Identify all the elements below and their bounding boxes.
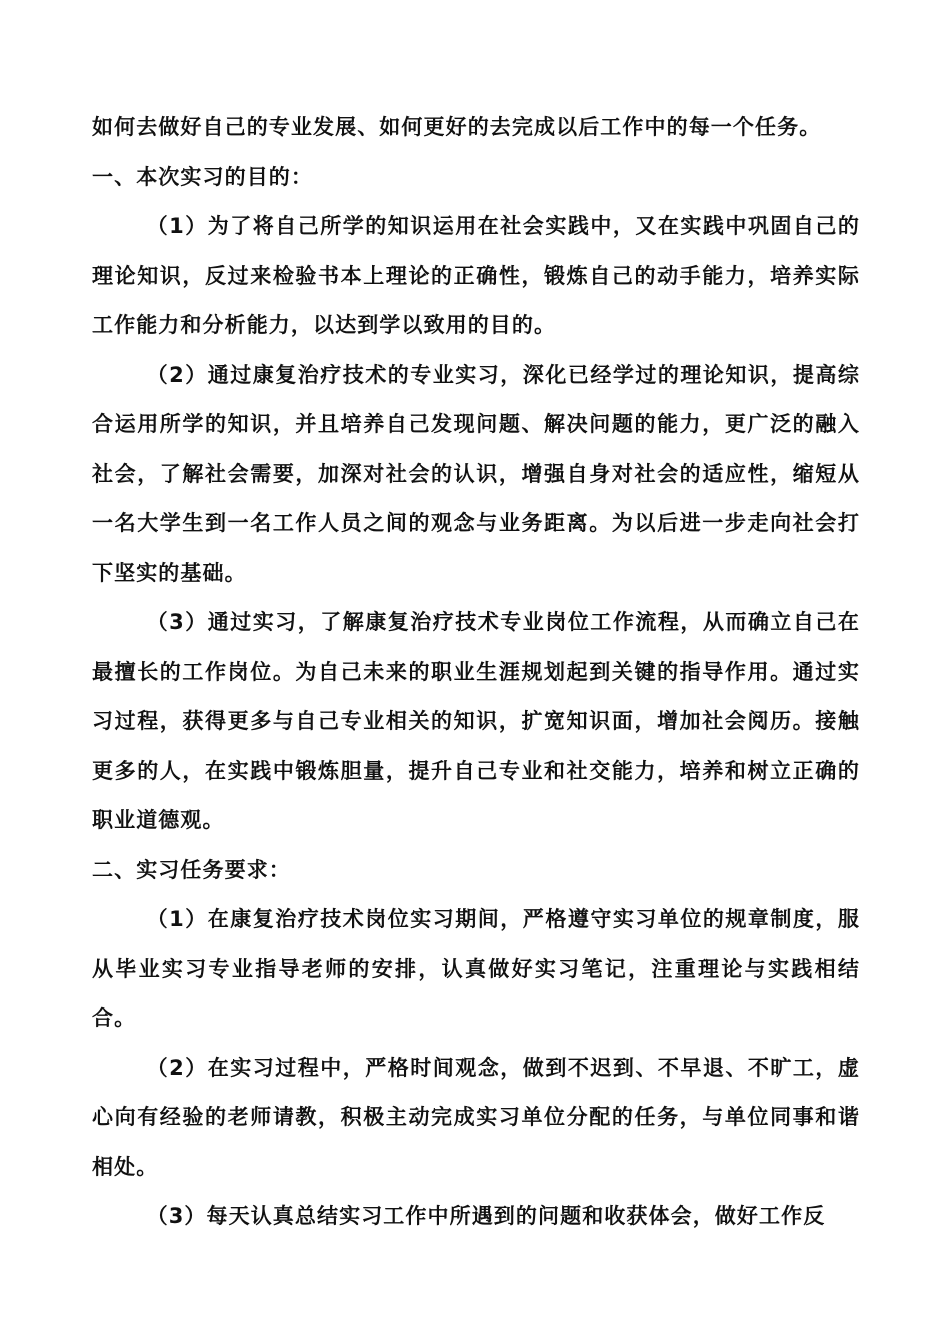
paragraph-continuation: 如何去做好自己的专业发展、如何更好的去完成以后工作中的每一个任务。 <box>92 115 822 139</box>
paragraph-purpose-1: （1）为了将自己所学的知识运用在社会实践中，又在实践中巩固自己的理论知识，反过来检验书本上理论的正确性，锻炼自己的动手能力，培养实际工作能力和分析能力，以达到学以致用的目的。 <box>92 214 860 337</box>
section-heading-purpose: 一、本次实习的目的： <box>92 164 313 189</box>
paragraph-purpose-3: （3）通过实习，了解康复治疗技术专业岗位工作流程，从而确立自己在最擅长的工作岗位。为自己未来的职业生涯规划起到关键的指导作用。通过实习过程，获得更多与自己专业相关的知识，扩宽知识面，增加社会阅历。接触更多的人，在实践中锻炼胆量，提升自己专业和社交能力，培养和树立正确的职业道德观。 <box>92 610 860 832</box>
paragraph-requirement-2: （2）在实习过程中，严格时间观念，做到不迟到、不早退、不旷工，虚心向有经验的老师请教，积极主动完成实习单位分配的任务，与单位同事和谐相处。 <box>92 1055 860 1179</box>
paragraph-purpose-2: （2）通过康复治疗技术的专业实习，深化已经学过的理论知识，提高综合运用所学的知识，并且培养自己发现问题、解决问题的能力，更广泛的融入社会，了解社会需要，加深对社会的认识，增强自身对社会的适应性，缩短从一名大学生到一名工作人员之间的观念与业务距离。为以后进一步走向社会打下坚实的基础。 <box>92 362 860 585</box>
paragraph-requirement-3: （3）每天认真总结实习工作中所遇到的问题和收获体会，做好工作反 <box>146 1204 826 1228</box>
document-body <box>92 103 860 1242</box>
paragraph-requirement-1: （1）在康复治疗技术岗位实习期间，严格遵守实习单位的规章制度，服从毕业实习专业指导老师的安排，认真做好实习笔记，注重理论与实践相结合。 <box>92 907 860 1030</box>
section-heading-requirements: 二、实习任务要求： <box>92 857 291 882</box>
